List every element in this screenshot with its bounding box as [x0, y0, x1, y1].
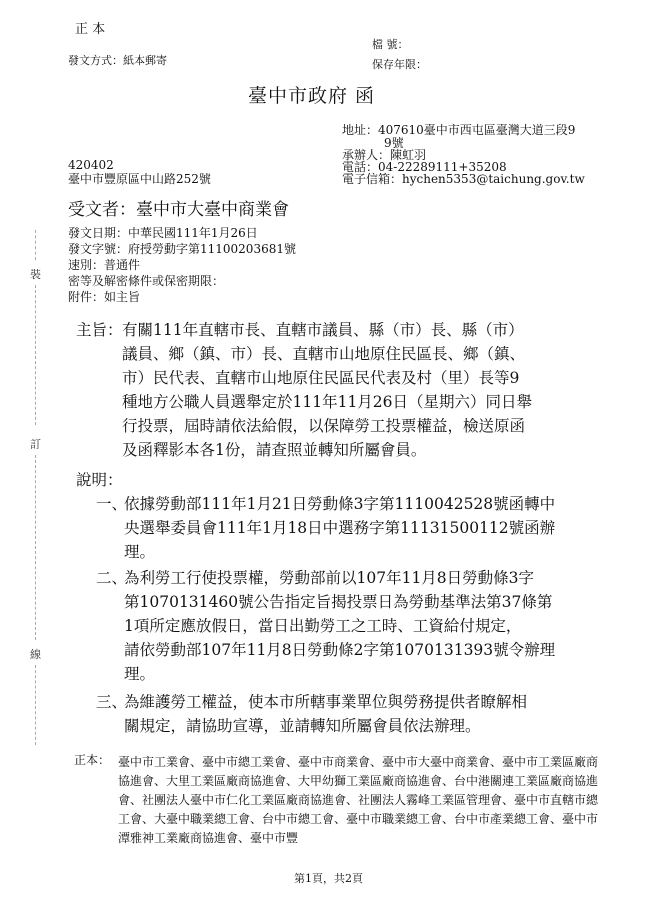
margin-staple-mark: 訂 [30, 438, 41, 451]
explanation-item-number: 三、 [96, 693, 128, 711]
issue-number: 發文字號：府授勞動字第11100203681號 [68, 242, 296, 256]
attachment: 附件：如主旨 [68, 290, 141, 304]
margin-bind-mark: 裝 [30, 268, 41, 281]
explanation-line: 1項所定應放假日，當日出勤勞工之工時、工資給付規定， [124, 617, 522, 635]
explanation-label: 說明： [76, 471, 123, 489]
subject-line: 議員、鄉（鎮、市）長、直轄市山地原住民區長、鄉（鎮、 [122, 345, 526, 363]
cc-label: 正本： [74, 753, 111, 767]
explanation-line: 理。 [124, 543, 156, 561]
explanation-line: 理。 [124, 665, 156, 683]
issue-date: 發文日期：中華民國111年1月26日 [68, 226, 258, 240]
sender-address: 地址：407610臺中市西屯區臺灣大道三段9 [342, 123, 576, 137]
file-number-label: 檔 號： [372, 38, 409, 51]
recipient-street: 臺中市豐原區中山路252號 [68, 172, 211, 186]
document-title: 臺中市政府 函 [248, 85, 376, 107]
recipient: 受文者：臺中市大臺中商業會 [68, 200, 289, 220]
subject-line: 行投票，屆時請依法給假，以保障勞工投票權益，檢送原函 [122, 417, 526, 435]
sender-email: 電子信箱：hychen5353@taichung.gov.tw [342, 172, 585, 186]
binding-dash [35, 455, 37, 640]
subject-line: 種地方公職人員選舉定於111年11月26日（星期六）同日舉 [122, 393, 533, 411]
copy-label: 正 本 [75, 22, 106, 37]
subject-line: 及函釋影本各1份，請查照並轉知所屬會員。 [122, 441, 427, 459]
explanation-item-number: 一、 [96, 495, 128, 513]
sender-address-cont: 9號 [384, 136, 404, 150]
binding-dash [35, 285, 37, 425]
explanation-line: 依據勞動部111年1月21日勞動條3字第1110042528號函轉中 [124, 495, 556, 513]
binding-dash [35, 230, 37, 260]
subject-line: 有關111年直轄市長、直轄市議員、縣（市）長、縣（市） [122, 321, 524, 339]
send-method: 發文方式：紙本郵寄 [68, 54, 167, 67]
sender-officer: 承辦人：陳虹羽 [342, 148, 427, 162]
explanation-line: 央選舉委員會111年1月18日中選務字第11131500112號函辦 [124, 519, 556, 537]
explanation-line: 為維護勞工權益，使本市所轄事業單位與勞務提供者瞭解相 [124, 693, 528, 711]
retention-label: 保存年限： [372, 58, 427, 71]
explanation-item-number: 二、 [96, 569, 128, 587]
cc-recipients: 臺中市工業會、臺中市總工業會、臺中市商業會、臺中市大臺中商業會、臺中市工業區廠商協進會、大里工業區廠商協進會、大甲幼獅工業區廠商協進會、台中港關連工業區廠商協進會、社團法人臺中市仁化工業區廠商協進會、社團法人霧峰工業區管理會、臺中市直轄市總工會、大臺中職業總工會、台中市總工會、臺中市職業總工會、台中市產業總工會、臺中市潭雅神工業廠商協進會、臺中市豐 [118, 755, 599, 845]
subject-line: 市）民代表、直轄市山地原住民區民代表及村（里）長等9 [122, 369, 520, 387]
secrecy: 密等及解密條件或保密期限： [68, 274, 225, 288]
margin-line-mark: 線 [30, 648, 41, 661]
page-number: 第1頁，共2頁 [294, 872, 363, 885]
recipient-postal-code: 420402 [68, 158, 114, 172]
binding-dash [35, 665, 37, 745]
sender-phone: 電話：04-22289111+35208 [342, 160, 507, 174]
subject-label: 主旨： [76, 321, 123, 339]
explanation-line: 為利勞工行使投票權，勞動部前以107年11月8日勞動條3字 [124, 569, 535, 587]
speed: 速別：普通件 [68, 258, 141, 272]
explanation-line: 第1070131460號公告指定旨揭投票日為勞動基準法第37條第 [124, 593, 553, 611]
explanation-line: 關規定，請協助宣導，並請轉知所屬會員依法辦理。 [124, 717, 481, 735]
explanation-line: 請依勞動部107年11月8日勞動條2字第1070131393號令辦理 [124, 641, 556, 659]
